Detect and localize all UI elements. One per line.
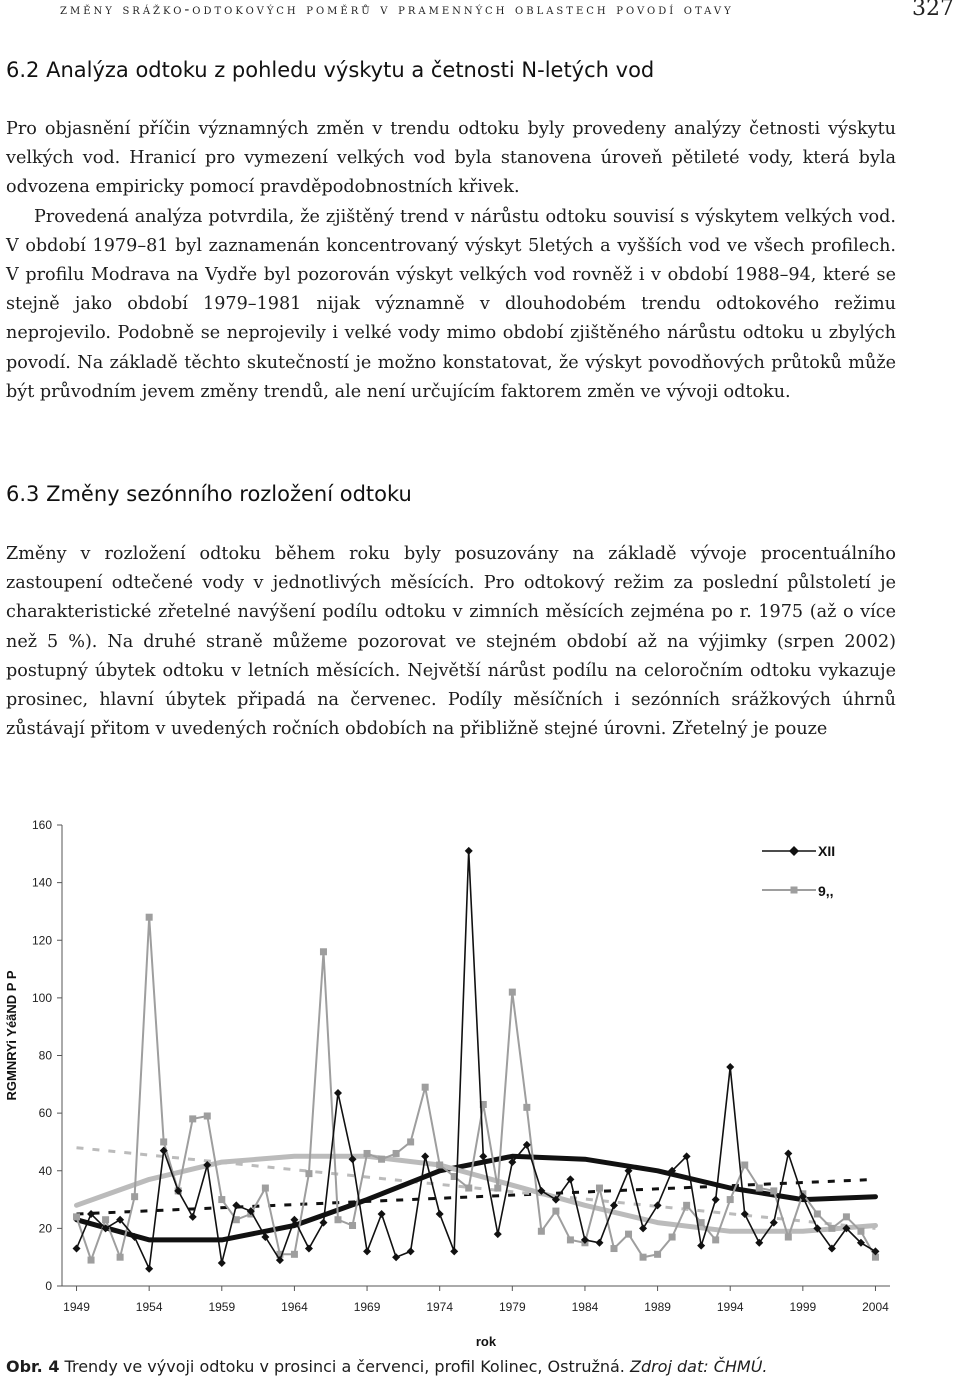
data-point-vii	[523, 1104, 530, 1111]
trend-chart	[0, 808, 960, 1348]
data-point-xii	[436, 1210, 444, 1218]
data-point-vii	[828, 1225, 835, 1232]
data-point-vii	[741, 1161, 748, 1168]
data-point-vii	[349, 1222, 356, 1229]
data-point-vii	[131, 1193, 138, 1200]
data-point-vii	[596, 1185, 603, 1192]
data-point-vii	[669, 1234, 676, 1241]
data-point-vii	[364, 1150, 371, 1157]
data-point-vii	[727, 1196, 734, 1203]
data-point-vii	[204, 1113, 211, 1120]
data-point-vii	[407, 1138, 414, 1145]
y-tick-label: 120	[31, 933, 52, 948]
data-point-vii	[436, 1161, 443, 1168]
paragraph: Změny v rozložení odtoku během roku byly posuzovány na základě vývoje procentuálního zastoupení odtečené vody v jednotlivých měsících. Pro odtokový režim za poslední půlstoletí je charakteristické zřetelné navýšení podílu odtoku v zimních měsících zejména po r. 1975 (až o více než 5 %). Na druhé straně můžeme pozorovat ve stejném období až na výjimky (srpen 2002) postupný úbytek odtoku v letních měsících. Největší nárůst podílu na celoročním odtoku vykazuje prosinec, hlavní úbytek připadá na červenec. Podíly měsíčních i sezónních srážkových úhrnů zůstávají přitom v uvedených ročních obdobích na přibližně stejné úrovni. Zřetelný je pouze	[6, 544, 896, 740]
figure-caption-text: Trendy ve vývoji odtoku v prosinci a červenci, profil Kolinec, Ostružná.	[64, 1357, 625, 1376]
data-point-xii	[334, 1089, 342, 1097]
data-point-xii	[784, 1149, 792, 1157]
legend-label-vii: 9,,	[818, 883, 834, 899]
x-tick-label: 1974	[426, 1300, 454, 1314]
x-tick-label: 1979	[498, 1300, 526, 1314]
data-point-xii	[697, 1242, 705, 1250]
data-point-xii	[145, 1265, 153, 1273]
data-point-vii	[393, 1150, 400, 1157]
x-tick-label: 1954	[135, 1300, 163, 1314]
y-tick-label: 0	[45, 1279, 52, 1293]
data-point-vii	[378, 1156, 385, 1163]
data-point-vii	[843, 1213, 850, 1220]
data-point-xii	[378, 1210, 386, 1218]
x-tick-label: 1949	[63, 1300, 90, 1314]
data-point-xii	[319, 1219, 327, 1227]
running-header	[0, 0, 960, 36]
data-point-xii	[465, 847, 473, 855]
data-point-vii	[73, 1213, 80, 1220]
data-point-vii	[785, 1234, 792, 1241]
data-point-vii	[756, 1185, 763, 1192]
data-point-vii	[814, 1210, 821, 1217]
data-point-vii	[160, 1138, 167, 1145]
data-point-vii	[857, 1228, 864, 1235]
data-point-xii	[726, 1063, 734, 1071]
x-axis-label: rok	[475, 1334, 497, 1348]
data-point-xii	[421, 1152, 429, 1160]
data-point-xii	[363, 1247, 371, 1255]
data-point-xii	[610, 1201, 618, 1209]
data-point-xii	[450, 1247, 458, 1255]
x-tick-label: 1969	[353, 1300, 381, 1314]
data-point-vii	[538, 1228, 545, 1235]
data-point-vii	[683, 1202, 690, 1209]
data-point-xii	[494, 1230, 502, 1238]
legend-marker-xii	[789, 846, 799, 856]
y-tick-label: 140	[31, 875, 52, 890]
data-point-vii	[494, 1185, 501, 1192]
trend-linear-3	[77, 1179, 876, 1214]
y-tick-label: 60	[38, 1106, 52, 1121]
series-line-xii	[77, 851, 876, 1269]
x-tick-label: 1984	[571, 1300, 599, 1314]
figure-label: Obr. 4	[6, 1357, 60, 1376]
data-point-xii	[392, 1253, 400, 1261]
data-point-vii	[88, 1257, 95, 1264]
data-point-xii	[639, 1224, 647, 1232]
data-point-vii	[640, 1254, 647, 1261]
paragraph: Provedená analýza potvrdila, že zjištěný trend v nárůstu odtoku souvisí s výskytem velkých vod. V období 1979–81 byl zaznamenán koncentrovaný výskyt 5letých a vyšších vod ve všech profilech. V profilu Modrava na Vydře byl pozorován výskyt velkých vod rovněž i v období 1988–94, které se stejně jako období 1979–1981 nijak významně v dlouhodobém trendu odtokového režimu neprojevilo. Podobně se neprojevily i velké vody mimo období zjištěného nárůstu odtoku u zbylých povodí. Na základě těchto skutečností je možno konstatovat, že výskyt povodňových průtoků může být průvodním jevem změny trendů, ale není určujícím faktorem změn ve vývoji odtoku.	[6, 206, 896, 402]
data-point-vii	[552, 1208, 559, 1215]
data-point-xii	[189, 1213, 197, 1221]
data-point-xii	[305, 1245, 313, 1253]
legend-label-xii: XII	[818, 843, 836, 859]
data-point-vii	[117, 1254, 124, 1261]
section-body-6-3	[6, 540, 896, 744]
x-tick-label: 2004	[862, 1300, 889, 1314]
x-tick-label: 1964	[281, 1300, 308, 1314]
data-point-xii	[218, 1259, 226, 1267]
y-tick-label: 100	[31, 990, 52, 1005]
data-point-vii	[712, 1236, 719, 1243]
section-body-6-2	[6, 115, 896, 407]
data-point-vii	[305, 1170, 312, 1177]
data-point-vii	[770, 1187, 777, 1194]
data-point-vii	[218, 1196, 225, 1203]
trend-linear-5	[77, 1148, 876, 1229]
running-head-title: změny srážko-odtokových poměrů v pramenných oblastech povodí otavy	[60, 2, 734, 18]
data-point-vii	[465, 1185, 472, 1192]
data-point-vii	[509, 989, 516, 996]
data-point-vii	[320, 948, 327, 955]
section-heading-6-3: 6.3 Změny sezónního rozložení odtoku	[6, 482, 412, 506]
data-point-xii	[407, 1247, 415, 1255]
y-tick-label: 160	[31, 818, 52, 832]
data-point-vii	[146, 914, 153, 921]
figure-caption	[6, 1357, 768, 1376]
x-tick-label: 1959	[208, 1300, 236, 1314]
x-tick-label: 1989	[644, 1300, 671, 1314]
legend-marker-vii	[791, 887, 798, 894]
figure-source: Zdroj dat: ČHMÚ.	[629, 1357, 768, 1376]
data-point-vii	[625, 1231, 632, 1238]
series-line-vii	[77, 917, 876, 1260]
data-point-vii	[291, 1251, 298, 1258]
data-point-vii	[102, 1216, 109, 1223]
data-point-vii	[567, 1236, 574, 1243]
data-point-vii	[262, 1185, 269, 1192]
section-heading-6-2: 6.2 Analýza odtoku z pohledu výskytu a četnosti N-letých vod	[6, 58, 655, 82]
data-point-vii	[654, 1251, 661, 1258]
y-tick-label: 20	[38, 1221, 52, 1236]
page-number: 327	[912, 0, 954, 21]
y-axis-label: RGMNRYi YéãND P P	[4, 970, 19, 1101]
data-point-vii	[335, 1216, 342, 1223]
data-point-xii	[654, 1201, 662, 1209]
data-point-vii	[189, 1115, 196, 1122]
data-point-vii	[698, 1219, 705, 1226]
x-tick-label: 1999	[789, 1300, 817, 1314]
data-point-xii	[73, 1245, 81, 1253]
y-tick-label: 80	[38, 1048, 52, 1063]
data-point-vii	[611, 1245, 618, 1252]
y-tick-label: 40	[38, 1163, 52, 1178]
paragraph: Pro objasnění příčin významných změn v trendu odtoku byly provedeny analýzy četnosti výskytu velkých vod. Hranicí pro vymezení velkých vod byla stanovena úroveň pětileté vody, která byla odvozena empiricky pomocí pravděpodobnostních křivek.	[6, 119, 896, 198]
x-tick-label: 1994	[716, 1300, 744, 1314]
data-point-xii	[712, 1196, 720, 1204]
data-point-vii	[422, 1084, 429, 1091]
data-point-xii	[595, 1239, 603, 1247]
